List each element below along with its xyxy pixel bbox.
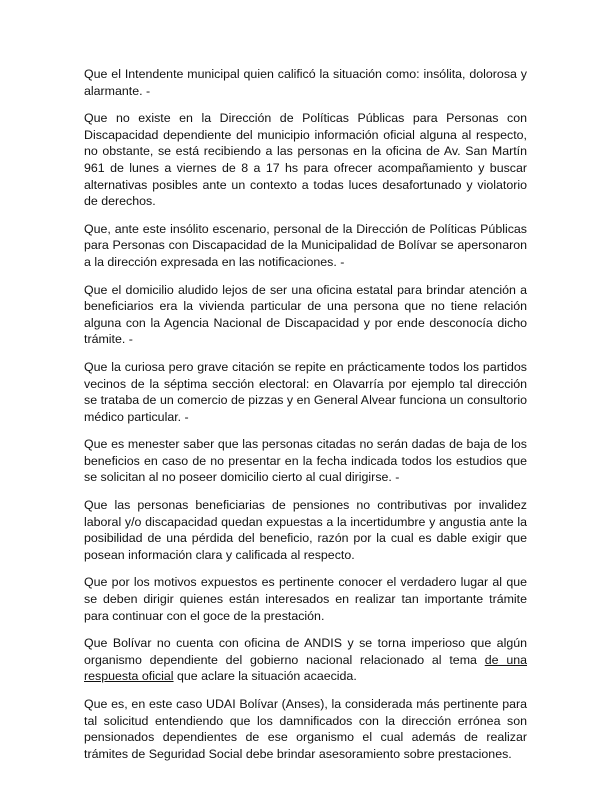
- paragraph-9-text-start: Que Bolívar no cuenta con oficina de ANDIS y se torna imperioso que algún organismo dependiente del gobierno nacional relacionado al tema: [84, 636, 527, 667]
- paragraph-1: Que el Intendente municipal quien calificó la situación como: insólita, dolorosa y alarmante. -: [84, 67, 527, 98]
- paragraph-9: [84, 635, 527, 685]
- paragraph-9-text-end: que aclare la situación acaecida.: [173, 669, 357, 684]
- paragraph-3: Que, ante este insólito escenario, personal de la Dirección de Políticas Públicas para Personas con Discapacidad de la Municipalidad de Bolívar se apersonaron a la dirección expresada en las notificaciones. -: [84, 221, 527, 269]
- paragraph-8: Que por los motivos expuestos es pertinente conocer el verdadero lugar al que se deben dirigir quienes están interesados en realizar tan importante trámite para continuar con el goce de la prestación.: [84, 575, 527, 623]
- paragraph-4: Que el domicilio aludido lejos de ser una oficina estatal para brindar atención a beneficiarios era la vivienda particular de una persona que no tiene relación alguna con la Agencia Nacional de Discapacidad y por ende desconocía dicho trámite. -: [84, 282, 527, 347]
- paragraph-5: Que la curiosa pero grave citación se repite en prácticamente todos los partidos vecinos de la séptima sección electoral: en Olavarría por ejemplo tal dirección se trataba de un comercio de pizzas y en General Alvear funciona un consultorio médico particular. -: [84, 359, 527, 424]
- paragraph-10: Que es, en este caso UDAI Bolívar (Anses), la considerada más pertinente para tal solicitud entendiendo que los damnificados con la dirección errónea son pensionados dependientes de ese organismo el cual además de realizar trámites de Seguridad Social debe brindar asesoramiento sobre prestaciones.: [84, 697, 527, 761]
- underlined-phrase: de una respuesta oficial: [84, 652, 528, 684]
- paragraph-6: Que es menester saber que las personas citadas no serán dadas de baja de los beneficios en caso de no presentar en la fecha indicada todos los estudios que se solicitan al no poseer domicilio cierto al cual dirigirse. -: [84, 437, 527, 485]
- paragraph-7: Que las personas beneficiarias de pensiones no contributivas por invalidez laboral y/o discapacidad quedan expuestas a la incertidumbre y angustia ante la posibilidad de una pérdida del beneficio, razón por la cual es dable exigir que posean información clara y calificada al respecto.: [84, 498, 527, 562]
- document-page: [84, 66, 527, 773]
- paragraph-2: Que no existe en la Dirección de Políticas Públicas para Personas con Discapacidad dependiente del municipio información oficial alguna al respecto, no obstante, se está recibiendo a las personas en la oficina de Av. San Martín 961 de lunes a viernes de 8 a 17 hs para ofrecer acompañamiento y buscar alternativas posibles ante un contexto a todas luces desafortunado y violatorio de derechos.: [84, 111, 527, 209]
